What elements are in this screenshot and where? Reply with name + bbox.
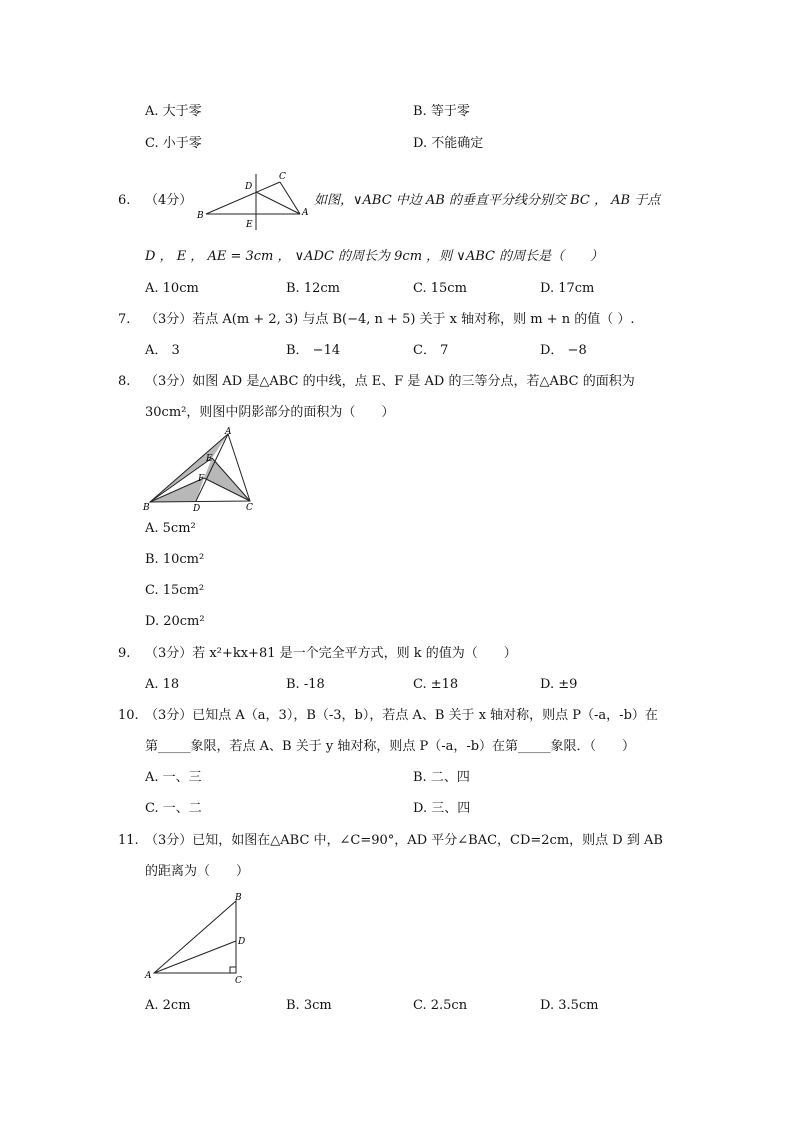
q11-label-c: C <box>235 976 242 986</box>
q8-text-line2: 30cm²，则图中阴影部分的面积为（ ） <box>145 405 395 420</box>
q7-option-b: B． −14 <box>286 343 341 358</box>
q11-label-b: B <box>235 893 242 903</box>
q5-option-b: B. 等于零 <box>413 104 470 119</box>
q8-option-b: B. 10cm² <box>145 552 205 567</box>
q9-option-d: D. ±9 <box>540 677 578 692</box>
q10-text-line1: （3分）已知点 A（a，3），B（-3，b），若点 A、B 关于 x 轴对称，则点 P（-a，-b）在 <box>145 708 658 723</box>
q11-right-angle-mark <box>230 967 236 973</box>
q8-label-e: E <box>206 454 213 464</box>
q6-stem-line1: 如图，∨ABC 中边 AB 的垂直平分线分别交 BC ， AB 于点 <box>314 193 661 208</box>
q9-option-a: A. 18 <box>145 677 180 692</box>
q8-option-a: A. 5cm² <box>145 521 196 536</box>
q7-option-d: D． −8 <box>540 343 587 358</box>
q6-label-d: D <box>245 182 253 192</box>
q10-option-d: D. 三、四 <box>413 801 471 816</box>
q8-number: 8. <box>118 374 131 389</box>
q8-option-c: C. 15cm² <box>145 583 205 598</box>
q11-label-a: A <box>145 971 152 981</box>
q6-label-c: C <box>279 172 286 182</box>
q9-option-c: C. ±18 <box>413 677 459 692</box>
q10-option-c: C. 一、二 <box>145 801 202 816</box>
q6-label-e: E <box>246 220 253 230</box>
q8-label-f: F <box>198 474 205 484</box>
q8-label-d: D <box>193 504 201 514</box>
q10-option-a: A. 一、三 <box>145 770 202 785</box>
q11-text-line2: 的距离为（ ） <box>145 864 250 879</box>
q6-option-d: D. 17cm <box>540 281 595 296</box>
q8-figure <box>142 426 260 514</box>
q6-label-a: A <box>302 208 309 218</box>
q8-option-d: D. 20cm² <box>145 614 205 629</box>
q9-option-b: B. -18 <box>286 677 325 692</box>
q8-label-b: B <box>143 503 150 513</box>
q8-median-ad <box>196 434 228 501</box>
q11-bisector-ad <box>154 941 236 973</box>
q5-option-d: D. 不能确定 <box>413 136 484 151</box>
q6-option-a: A. 10cm <box>145 281 199 296</box>
q11-label-d: D <box>238 937 246 947</box>
q6-option-c: C. 15cm <box>413 281 467 296</box>
q10-number: 10. <box>118 708 139 723</box>
q10-option-b: B. 二、四 <box>413 770 470 785</box>
q11-text-line1: （3分）已知，如图在△ABC 中，∠C=90°，AD 平分∠BAC，CD=2cm，则点 D 到 AB <box>145 833 663 848</box>
q11-option-d: D. 3.5cm <box>540 998 599 1013</box>
q11-number: 11. <box>118 833 139 848</box>
q6-stem-line2: D ， E ， AE = 3cm ， ∨ADC 的周长为 9cm ，则 ∨ABC 的周长是（ ） <box>145 249 604 264</box>
q11-triangle-abc <box>154 901 236 973</box>
q10-text-line2: 第_____象限，若点 A、B 关于 y 轴对称，则点 P（-a，-b）在第_____象限．（ ） <box>145 739 636 754</box>
q8-label-c: C <box>246 503 253 513</box>
q6-score: （4分） <box>145 193 193 208</box>
q7-option-c: C． 7 <box>413 343 449 358</box>
q7-option-a: A． 3 <box>145 343 180 358</box>
q11-option-b: B. 3cm <box>286 998 332 1013</box>
q5-option-a: A. 大于零 <box>145 104 202 119</box>
q11-figure <box>142 890 254 986</box>
q6-number: 6. <box>118 193 131 208</box>
q11-option-c: C. 2.5cn <box>413 998 468 1013</box>
q6-label-b: B <box>197 211 204 221</box>
q6-option-b: B. 12cm <box>286 281 340 296</box>
q7-number: 7. <box>118 312 131 327</box>
q9-number: 9. <box>118 646 131 661</box>
q8-label-a: A <box>225 427 232 437</box>
q5-option-c: C. 小于零 <box>145 136 202 151</box>
q11-option-a: A. 2cm <box>145 998 191 1013</box>
q7-text: （3分）若点 A(m + 2, 3) 与点 B(−4, n + 5) 关于 x 轴对称，则 m + n 的值（ ）. <box>145 312 635 327</box>
q9-text: （3分）若 x²+kx+81 是一个完全平方式，则 k 的值为（ ） <box>145 646 517 661</box>
q8-text-line1: （3分）如图 AD 是△ABC 的中线，点 E、F 是 AD 的三等分点，若△ABC 的面积为 <box>145 374 635 389</box>
q6-figure <box>196 168 312 234</box>
